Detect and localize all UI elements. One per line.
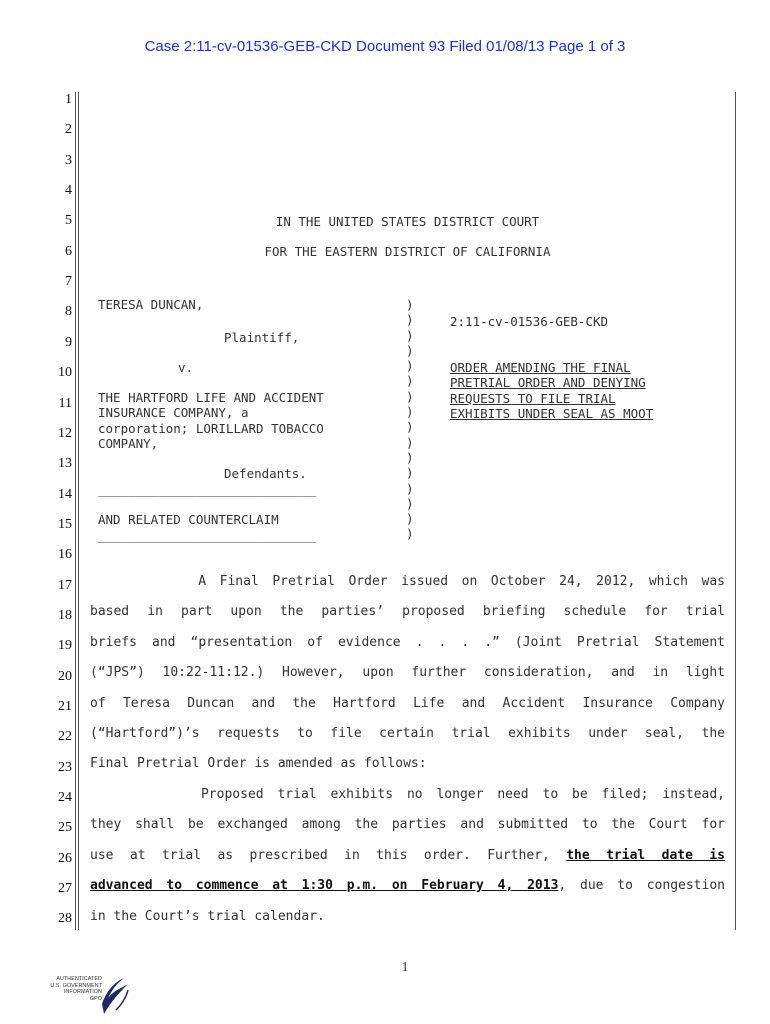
left-margin-rule xyxy=(75,92,76,930)
line-number: 10 xyxy=(58,365,72,381)
versus: v. xyxy=(178,360,194,375)
line-number: 22 xyxy=(58,729,72,745)
body-line: based in part upon the parties’ proposed briefing schedule for trial xyxy=(90,604,725,620)
order-title: ORDER AMENDING THE FINAL PRETRIAL ORDER AND DENYING REQUESTS TO FILE TRIAL EXHIBITS UNDER SEAL AS MOOT xyxy=(450,360,654,421)
body-line: briefs and “presentation of evidence . . . .” (Joint Pretrial Statement xyxy=(90,634,725,650)
line-number: 2 xyxy=(65,122,72,138)
line-number: 12 xyxy=(58,425,72,441)
line-number: 16 xyxy=(58,547,72,563)
line-number: 19 xyxy=(58,638,72,654)
filing-header: Case 2:11-cv-01536-GEB-CKD Document 93 Filed 01/08/13 Page 1 of 3 xyxy=(144,38,626,55)
body-line: Final Pretrial Order is amended as follows: xyxy=(90,756,427,772)
caption-parentheses: ) ) ) ) ) ) ) ) ) ) ) ) ) ) ) ) xyxy=(406,297,414,542)
line-number: 18 xyxy=(58,607,72,623)
line-number: 23 xyxy=(58,759,72,775)
trial-date-emphasis: advanced to commence at 1:30 p.m. on February 4, 2013 xyxy=(90,878,559,893)
line-number: 26 xyxy=(58,850,72,866)
line-number: 9 xyxy=(65,334,72,350)
right-margin-rule xyxy=(735,92,736,930)
plaintiff-role: Plaintiff, xyxy=(224,330,300,345)
line-number: 13 xyxy=(58,456,72,472)
line-number: 20 xyxy=(58,668,72,684)
body-line: Proposed trial exhibits no longer need to be filed; instead, xyxy=(90,787,725,802)
line-number: 15 xyxy=(58,516,72,532)
line-number: 14 xyxy=(58,486,72,502)
line-number: 28 xyxy=(58,911,72,927)
body-line: they shall be exchanged among the parties and submitted to the Court for xyxy=(90,817,725,833)
body-text: use at trial as prescribed in this order. Further, xyxy=(90,847,567,863)
line-number: 6 xyxy=(65,243,72,259)
line-number: 17 xyxy=(58,577,72,593)
line-number: 4 xyxy=(65,183,72,199)
defendant-role: Defendants. xyxy=(224,466,307,481)
court-name-line1: IN THE UNITED STATES DISTRICT COURT xyxy=(275,214,540,229)
body-line: of Teresa Duncan and the Hartford Life and Accident Insurance Company xyxy=(90,695,725,711)
line-number: 1 xyxy=(65,92,72,107)
defendants-names: THE HARTFORD LIFE AND ACCIDENT INSURANCE COMPANY, a corporation; LORILLARD TOBACCO COMPANY, xyxy=(98,390,324,451)
page-number: 1 xyxy=(401,960,409,975)
eagle-icon xyxy=(42,970,132,1020)
left-margin-rule-inner xyxy=(78,92,79,930)
body-line: (“Hartford”)’s requests to file certain trial exhibits under seal, the xyxy=(90,726,725,741)
court-name-line2: FOR THE EASTERN DISTRICT OF CALIFORNIA xyxy=(264,244,551,259)
line-number: 8 xyxy=(65,304,72,320)
body-line xyxy=(90,876,725,896)
body-text: , due to congestion xyxy=(558,878,725,893)
gpo-authentication-logo xyxy=(42,970,132,1020)
line-number: 27 xyxy=(58,881,72,897)
line-number: 3 xyxy=(65,152,72,168)
body-line: A Final Pretrial Order issued on October 24, 2012, which was xyxy=(90,574,725,589)
body-line xyxy=(90,846,725,866)
body-line: (“JPS”) 10:22-11:12.) However, upon further consideration, and in light xyxy=(90,665,725,681)
line-number: 5 xyxy=(65,213,72,229)
line-number: 7 xyxy=(65,274,72,290)
line-number: 25 xyxy=(58,820,72,836)
body-line: in the Court’s trial calendar. xyxy=(90,908,325,924)
trial-date-emphasis: the trial date is xyxy=(566,847,725,863)
caption-separator-2: _____________________________ xyxy=(98,528,317,543)
line-number: 24 xyxy=(58,790,72,806)
caption-separator-1: _____________________________ xyxy=(98,482,317,497)
line-number: 21 xyxy=(58,699,72,714)
gpo-logo-text: AUTHENTICATED U.S. GOVERNMENT INFORMATION GPO xyxy=(50,976,102,1002)
counterclaim: AND RELATED COUNTERCLAIM xyxy=(98,512,279,527)
line-number: 11 xyxy=(58,395,72,411)
case-number: 2:11-cv-01536-GEB-CKD xyxy=(450,314,609,329)
plaintiff-name: TERESA DUNCAN, xyxy=(98,297,204,312)
